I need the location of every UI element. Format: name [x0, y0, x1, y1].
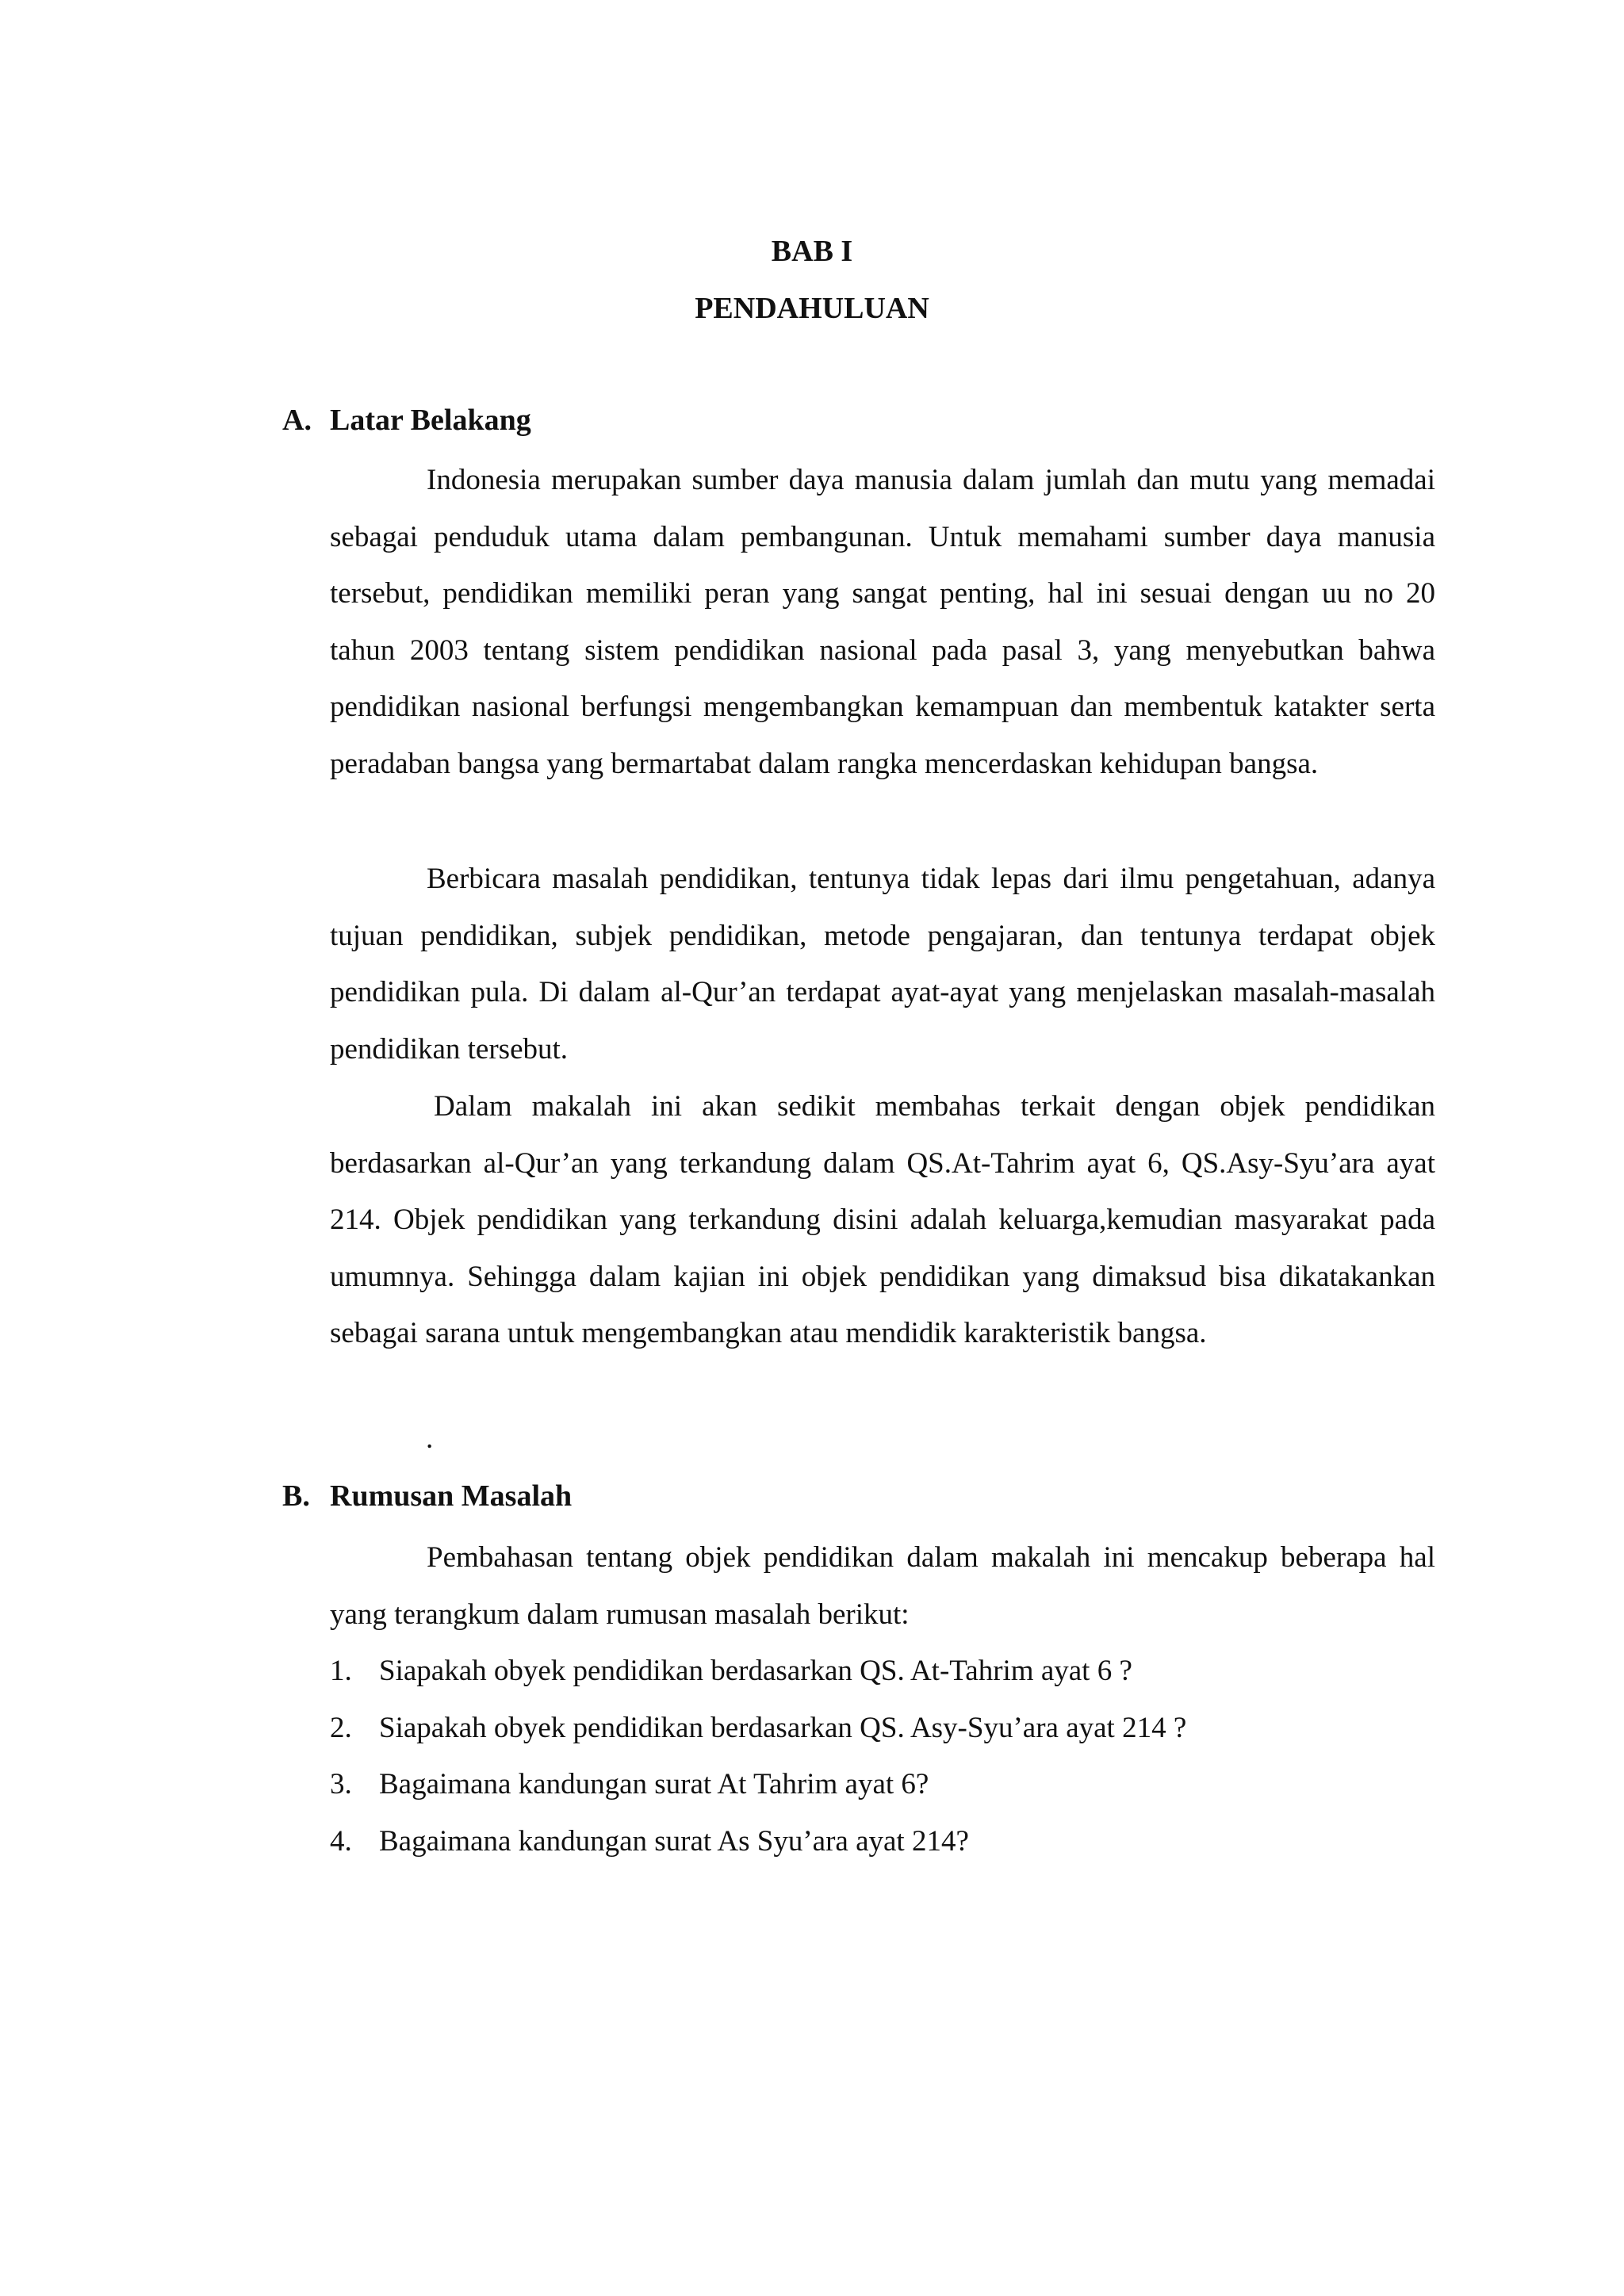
- stray-dot: .: [426, 1422, 434, 1455]
- background-paragraph-2: Berbicara masalah pendidikan, tentunya tidak lepas dari ilmu pengetahuan, adanya tujuan pendidikan, subjek pendidikan, metode pengajaran, dan tentunya terdapat objek pendidikan pula. Di dalam al-Qur’an terdapat ayat-ayat yang menjelaskan masalah-masalah pendidikan tersebut.: [330, 863, 1435, 1066]
- problem-question-list: [330, 1643, 1435, 1869]
- list-item-number: 2.: [330, 1711, 352, 1744]
- background-paragraph-1: Indonesia merupakan sumber daya manusia dalam jumlah dan mutu yang memadai sebagai penduduk utama dalam pembangunan. Untuk memahami sumber daya manusia tersebut, pendidikan memiliki peran yang sangat penting, hal ini sesuai dengan uu no 20 tahun 2003 tentang sistem pendidikan nasional pada pasal 3, yang menyebutkan bahwa pendidikan nasional berfungsi mengembangkan kemampuan dan membentuk katakter serta peradaban bangsa yang bermartabat dalam rangka mencerdaskan kehidupan bangsa.: [330, 464, 1435, 780]
- list-item-text: Bagaimana kandungan surat As Syu’ara ayat 214?: [379, 1824, 969, 1858]
- section-a-letter: A.: [282, 404, 312, 437]
- background-paragraph-3: Dalam makalah ini akan sedikit membahas terkait dengan objek pendidikan berdasarkan al-Qur’an yang terkandung dalam QS.At-Tahrim ayat 6, QS.Asy-Syu’ara ayat 214. Objek pendidikan yang terkandung disini adalah keluarga,kemudian masyarakat pada umumnya. Sehingga dalam kajian ini objek pendidikan yang dimaksud bisa dikatakankan sebagai sarana untuk mengembangkan atau mendidik karakteristik bangsa.: [330, 1090, 1435, 1349]
- list-item: [330, 1813, 1435, 1870]
- list-item-text: Siapakah obyek pendidikan berdasarkan QS. At-Tahrim ayat 6 ?: [379, 1655, 1132, 1687]
- list-item-number: 1.: [330, 1655, 352, 1687]
- list-item-number: 4.: [330, 1824, 352, 1858]
- chapter-number: BAB I: [771, 235, 853, 268]
- list-item-text: Siapakah obyek pendidikan berdasarkan QS. Asy-Syu’ara ayat 214 ?: [379, 1711, 1187, 1744]
- section-b-letter: B.: [282, 1479, 310, 1513]
- list-item-text: Bagaimana kandungan surat At Tahrim ayat 6?: [379, 1768, 929, 1800]
- section-b-heading: [282, 1476, 572, 1516]
- section-b-title: Rumusan Masalah: [330, 1479, 573, 1513]
- list-item: [330, 1643, 1435, 1700]
- list-item: [330, 1756, 1435, 1813]
- list-item-number: 3.: [330, 1768, 352, 1800]
- list-item: [330, 1700, 1435, 1757]
- chapter-title: PENDAHULUAN: [695, 292, 929, 325]
- problem-intro-paragraph: Pembahasan tentang objek pendidikan dalam makalah ini mencakup beberapa hal yang terangkum dalam rumusan masalah berikut:: [330, 1541, 1435, 1631]
- section-a-heading: [282, 400, 531, 440]
- section-a-title: Latar Belakang: [330, 404, 531, 437]
